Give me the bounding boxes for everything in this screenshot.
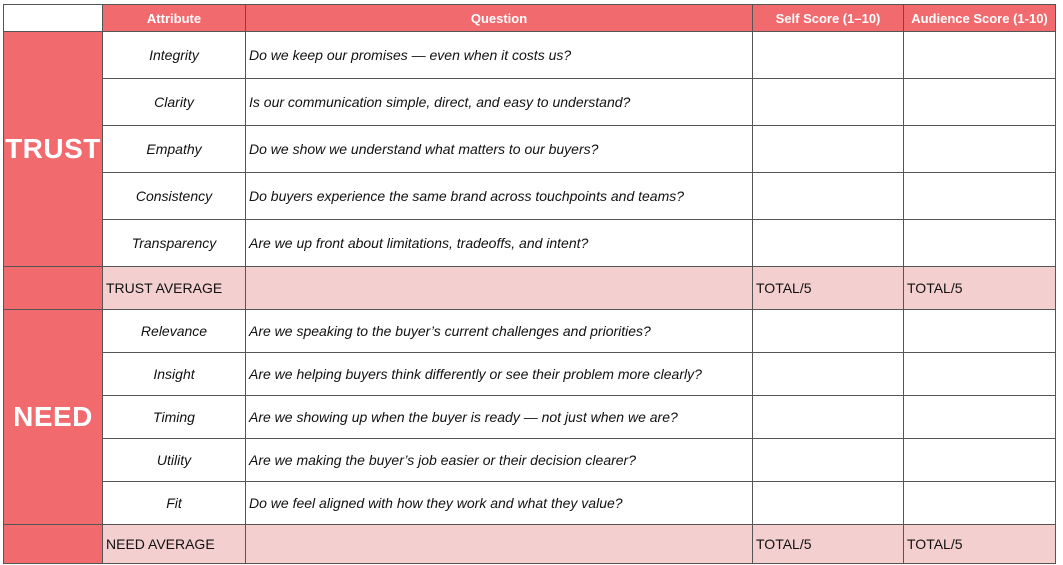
header-audience-score: Audience Score (1-10) xyxy=(904,5,1056,32)
audience-score-input[interactable] xyxy=(904,79,1056,126)
audience-score-input[interactable] xyxy=(904,126,1056,173)
question-cell: Are we speaking to the buyer’s current challenges and priorities? xyxy=(246,310,753,353)
attribute-cell: Consistency xyxy=(103,173,246,220)
attribute-cell: Utility xyxy=(103,439,246,482)
trust-average-label: TRUST AVERAGE xyxy=(103,267,246,310)
audience-score-input[interactable] xyxy=(904,353,1056,396)
need-self-total[interactable]: TOTAL/5 xyxy=(753,525,904,564)
self-score-input[interactable] xyxy=(753,79,904,126)
self-score-input[interactable] xyxy=(753,32,904,79)
audience-score-input[interactable] xyxy=(904,173,1056,220)
attribute-cell: Transparency xyxy=(103,220,246,267)
section-spacer xyxy=(4,525,103,564)
section-spacer xyxy=(4,267,103,310)
trust-self-total[interactable]: TOTAL/5 xyxy=(753,267,904,310)
question-cell: Is our communication simple, direct, and easy to understand? xyxy=(246,79,753,126)
section-label-trust: TRUST xyxy=(4,32,103,267)
self-score-input[interactable] xyxy=(753,396,904,439)
attribute-cell: Empathy xyxy=(103,126,246,173)
audience-score-input[interactable] xyxy=(904,439,1056,482)
trust-audience-total[interactable]: TOTAL/5 xyxy=(904,267,1056,310)
attribute-cell: Insight xyxy=(103,353,246,396)
audience-score-input[interactable] xyxy=(904,32,1056,79)
need-audience-total[interactable]: TOTAL/5 xyxy=(904,525,1056,564)
section-label-need: NEED xyxy=(4,310,103,525)
question-cell: Are we making the buyer’s job easier or their decision clearer? xyxy=(246,439,753,482)
audience-score-input[interactable] xyxy=(904,310,1056,353)
attribute-cell: Relevance xyxy=(103,310,246,353)
self-score-input[interactable] xyxy=(753,173,904,220)
attribute-cell: Timing xyxy=(103,396,246,439)
self-score-input[interactable] xyxy=(753,220,904,267)
audience-score-input[interactable] xyxy=(904,396,1056,439)
question-cell: Do buyers experience the same brand across touchpoints and teams? xyxy=(246,173,753,220)
self-score-input[interactable] xyxy=(753,439,904,482)
header-attribute: Attribute xyxy=(103,5,246,32)
question-cell: Do we keep our promises — even when it costs us? xyxy=(246,32,753,79)
header-blank xyxy=(4,5,103,32)
scorecard-table xyxy=(3,4,1056,564)
question-cell: Do we show we understand what matters to our buyers? xyxy=(246,126,753,173)
self-score-input[interactable] xyxy=(753,353,904,396)
average-blank-cell xyxy=(246,267,753,310)
question-cell: Do we feel aligned with how they work and what they value? xyxy=(246,482,753,525)
self-score-input[interactable] xyxy=(753,126,904,173)
question-cell: Are we showing up when the buyer is ready — not just when we are? xyxy=(246,396,753,439)
attribute-cell: Fit xyxy=(103,482,246,525)
attribute-cell: Integrity xyxy=(103,32,246,79)
average-blank-cell xyxy=(246,525,753,564)
question-cell: Are we up front about limitations, tradeoffs, and intent? xyxy=(246,220,753,267)
audience-score-input[interactable] xyxy=(904,220,1056,267)
audience-score-input[interactable] xyxy=(904,482,1056,525)
header-question: Question xyxy=(246,5,753,32)
header-self-score: Self Score (1–10) xyxy=(753,5,904,32)
question-cell: Are we helping buyers think differently or see their problem more clearly? xyxy=(246,353,753,396)
self-score-input[interactable] xyxy=(753,310,904,353)
attribute-cell: Clarity xyxy=(103,79,246,126)
need-average-label: NEED AVERAGE xyxy=(103,525,246,564)
self-score-input[interactable] xyxy=(753,482,904,525)
